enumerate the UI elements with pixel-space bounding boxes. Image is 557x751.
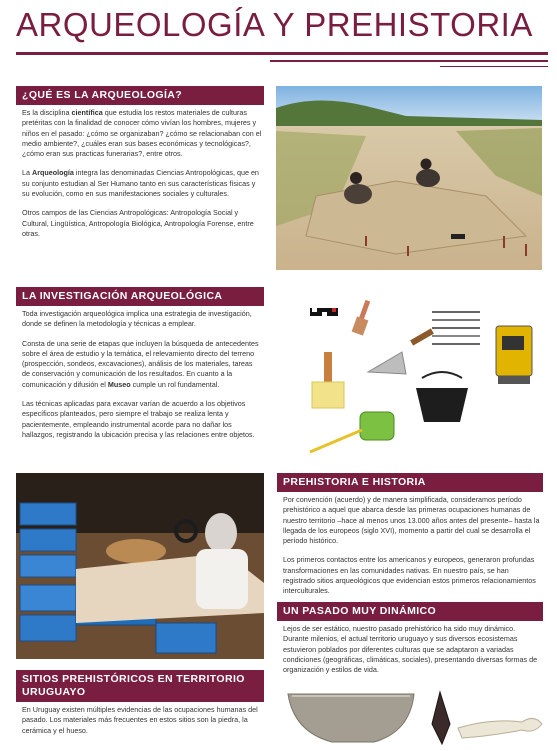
tools-photo — [302, 290, 546, 458]
text-bold: científica — [71, 108, 103, 117]
paragraph — [22, 108, 262, 159]
section-body-prehistoria — [283, 495, 541, 606]
section-body-sitios — [22, 705, 262, 745]
text: Es la disciplina — [22, 108, 72, 117]
paragraph: Los primeros contactos entre los americanos y europeos, generaron profundas transformaciones en las comunidades nativas. En nuestro país, se han registrado sitios arqueológicos que evidencian estos primeros relacionamientos interculturales. — [283, 555, 536, 596]
total-station-icon — [496, 326, 532, 384]
section-heading-pasado: UN PASADO MUY DINÁMICO — [277, 602, 543, 621]
excavation-photo — [276, 86, 542, 270]
page-title: ARQUEOLOGÍA Y PREHISTORIA — [16, 6, 533, 43]
text: La — [22, 168, 32, 178]
paragraph: Por convención (acuerdo) y de manera simplificada, consideramos período prehistórico a aquel que abarca desde las primeras ocupaciones humanas de nuestro territorio –hace al menos unos 13.000 años antes del presente– hasta la llegada de los europeos (siglo XVI), momento a partir del cual se desarrolla el período histórico. — [283, 495, 540, 546]
section-heading-prehistoria: PREHISTORIA E HISTORIA — [277, 473, 543, 492]
title-rule-small — [440, 66, 548, 67]
text-bold: Arqueología — [32, 168, 74, 178]
paragraph: En Uruguay existen múltiples evidencias de las ocupaciones humanas del pasado. Los materiales más frecuentes en estos sitios son la piedra, la cerámica y el hueso. — [22, 705, 258, 735]
text: que estudia los restos materiales de culturas pretéritas con la finalidad de conocer cómo vivían los hombres, mujeres y niños en el pasado: ¿cómo se organizaban? ¿cómo se relacionaban con el medio ambiente?, ¿cuáles eran sus bases económicas y tecnológicas?, ¿cómo eran sus practicas funerarias?, entre otros. — [22, 108, 262, 159]
title-rule-bottom — [270, 60, 548, 62]
text: cumple un rol fundamental. — [130, 379, 220, 389]
text: integra las denominadas Ciencias Antropológicas, que en su conjunto estudian al Ser Humano tanto en sus características físicas y su evolución, como en sus manifestaciones sociales y culturales. — [22, 168, 259, 199]
artifacts-photo — [282, 684, 546, 748]
paragraph: Otros campos de las Ciencias Antropológicas: Antropología Social y Cultural, Lingüística, Antropología Biológica, Antropología Forense, entre otras. — [22, 208, 254, 238]
section-body-investigacion — [22, 309, 262, 449]
scale-bar-icon — [310, 308, 338, 316]
section-heading-que-es: ¿QUÉ ES LA ARQUEOLOGÍA? — [16, 86, 264, 105]
paragraph: Toda investigación arqueológica implica una estrategia de investigación, donde se definen la metodología y técnicas a emplear. — [22, 309, 252, 329]
section-body-pasado — [283, 624, 541, 684]
section-heading-investigacion: LA INVESTIGACIÓN ARQUEOLÓGICA — [16, 287, 264, 306]
section-body-que-es — [22, 108, 262, 248]
lab-photo — [16, 473, 264, 659]
paragraph — [22, 168, 262, 199]
section-heading-sitios: SITIOS PREHISTÓRICOS EN TERRITORIO URUGUAYO — [16, 670, 264, 702]
paragraph: Lejos de ser estático, nuestro pasado prehistórico ha sido muy dinámico. Durante milenios, el actual territorio uruguayo y sus diversos ecosistemas estuvieron poblados por diferentes culturas que se adaptaron a variadas condiciones (geográficas, climáticas, sociales), presentando diversas formas de organización y estilos de vida. — [283, 624, 538, 675]
title-rule-top — [16, 52, 548, 55]
text-bold: Museo — [107, 379, 131, 389]
text: Consta de una serie de etapas que incluyen la búsqueda de antecedentes sobre el área de estudio y la temática, el relevamiento directo del terreno (prospección, sondeos, excavaciones), análisis de los materiales, tareas de conservación y comunicación de los resultados. En cuanto a la comunicación y difusión el — [22, 338, 259, 389]
paragraph: Las técnicas aplicadas para excavar varían de acuerdo a los objetivos específicos planteados, pero siempre el trabajo se realiza lenta y pacientemente, empleando instrumental acorde para no dañar los hallazgos, registrando la ubicación precisa y las relaciones entre objetos. — [22, 399, 255, 439]
paragraph — [22, 339, 262, 390]
